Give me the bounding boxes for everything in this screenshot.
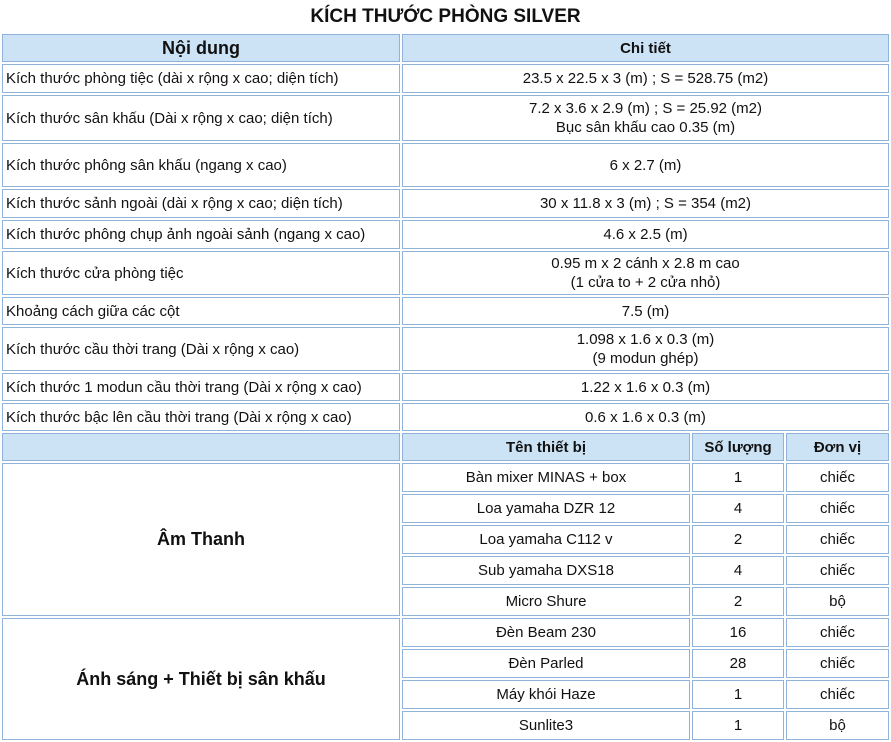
equipment-name: Đèn Parled <box>402 649 690 678</box>
dimension-label: Kích thước sân khấu (Dài x rộng x cao; diện tích) <box>2 95 400 141</box>
page-title: KÍCH THƯỚC PHÒNG SILVER <box>310 6 581 27</box>
equipment-unit: bộ <box>786 711 889 740</box>
equipment-unit-header: Đơn vị <box>786 433 889 461</box>
table-row <box>2 463 889 492</box>
equipment-qty: 1 <box>692 680 784 709</box>
equipment-blank-header <box>2 433 400 461</box>
dimension-label: Kích thước phông chụp ảnh ngoài sảnh (ngang x cao) <box>2 220 400 249</box>
dimension-label: Kích thước bậc lên cầu thời trang (Dài x rộng x cao) <box>2 403 400 431</box>
equipment-qty: 4 <box>692 556 784 585</box>
equipment-unit: chiếc <box>786 649 889 678</box>
equipment-qty: 2 <box>692 587 784 616</box>
equipment-unit: bộ <box>786 587 889 616</box>
table-row <box>2 143 889 187</box>
equipment-qty: 4 <box>692 494 784 523</box>
dimension-label: Kích thước sảnh ngoài (dài x rộng x cao; diện tích) <box>2 189 400 218</box>
detail-column-header: Chi tiết <box>402 34 889 62</box>
dimension-value: 1.098 x 1.6 x 0.3 (m) (9 modun ghép) <box>402 327 889 371</box>
dimension-label: Kích thước cầu thời trang (Dài x rộng x cao) <box>2 327 400 371</box>
dimension-value: 30 x 11.8 x 3 (m) ; S = 354 (m2) <box>402 189 889 218</box>
dimension-value: 0.6 x 1.6 x 0.3 (m) <box>402 403 889 431</box>
dimension-label: Kích thước phông sân khấu (ngang x cao) <box>2 143 400 187</box>
table-row <box>2 95 889 141</box>
dimension-value: 1.22 x 1.6 x 0.3 (m) <box>402 373 889 401</box>
dimension-value: 4.6 x 2.5 (m) <box>402 220 889 249</box>
table-row <box>2 251 889 295</box>
equipment-qty: 2 <box>692 525 784 554</box>
equipment-name: Đèn Beam 230 <box>402 618 690 647</box>
equipment-name: Máy khói Haze <box>402 680 690 709</box>
equipment-qty: 1 <box>692 463 784 492</box>
equipment-name-header: Tên thiết bị <box>402 433 690 461</box>
dimension-label: Kích thước cửa phòng tiệc <box>2 251 400 295</box>
dimension-value: 6 x 2.7 (m) <box>402 143 889 187</box>
dimension-value: 7.5 (m) <box>402 297 889 325</box>
equipment-qty: 28 <box>692 649 784 678</box>
table-row <box>2 327 889 371</box>
equipment-name: Bàn mixer MINAS + box <box>402 463 690 492</box>
equipment-unit: chiếc <box>786 525 889 554</box>
table-row <box>2 297 889 325</box>
equipment-name: Loa yamaha C112 v <box>402 525 690 554</box>
equipment-unit: chiếc <box>786 556 889 585</box>
dimension-value: 23.5 x 22.5 x 3 (m) ; S = 528.75 (m2) <box>402 64 889 93</box>
dimension-label: Kích thước phòng tiệc (dài x rộng x cao; diện tích) <box>2 64 400 93</box>
dimension-value: 7.2 x 3.6 x 2.9 (m) ; S = 25.92 (m2) Bục sân khấu cao 0.35 (m) <box>402 95 889 141</box>
dimension-label: Kích thước 1 modun cầu thời trang (Dài x rộng x cao) <box>2 373 400 401</box>
table-row <box>2 220 889 249</box>
equipment-name: Sunlite3 <box>402 711 690 740</box>
dimension-label: Khoảng cách giữa các cột <box>2 297 400 325</box>
equipment-unit: chiếc <box>786 494 889 523</box>
equipment-name: Sub yamaha DXS18 <box>402 556 690 585</box>
equipment-name: Micro Shure <box>402 587 690 616</box>
equipment-name: Loa yamaha DZR 12 <box>402 494 690 523</box>
equipment-qty-header: Số lượng <box>692 433 784 461</box>
table-row <box>2 618 889 647</box>
equipment-unit: chiếc <box>786 680 889 709</box>
table-row <box>2 373 889 401</box>
table-row <box>2 64 889 93</box>
table-row <box>2 189 889 218</box>
equipment-unit: chiếc <box>786 618 889 647</box>
equipment-group-lighting: Ánh sáng + Thiết bị sân khấu <box>2 618 400 740</box>
equipment-qty: 1 <box>692 711 784 740</box>
equipment-group-sound: Âm Thanh <box>2 463 400 616</box>
equipment-unit: chiếc <box>786 463 889 492</box>
dimension-value: 0.95 m x 2 cánh x 2.8 m cao (1 cửa to + 2 cửa nhỏ) <box>402 251 889 295</box>
table-row <box>2 403 889 431</box>
content-column-header: Nội dung <box>2 34 400 62</box>
equipment-qty: 16 <box>692 618 784 647</box>
